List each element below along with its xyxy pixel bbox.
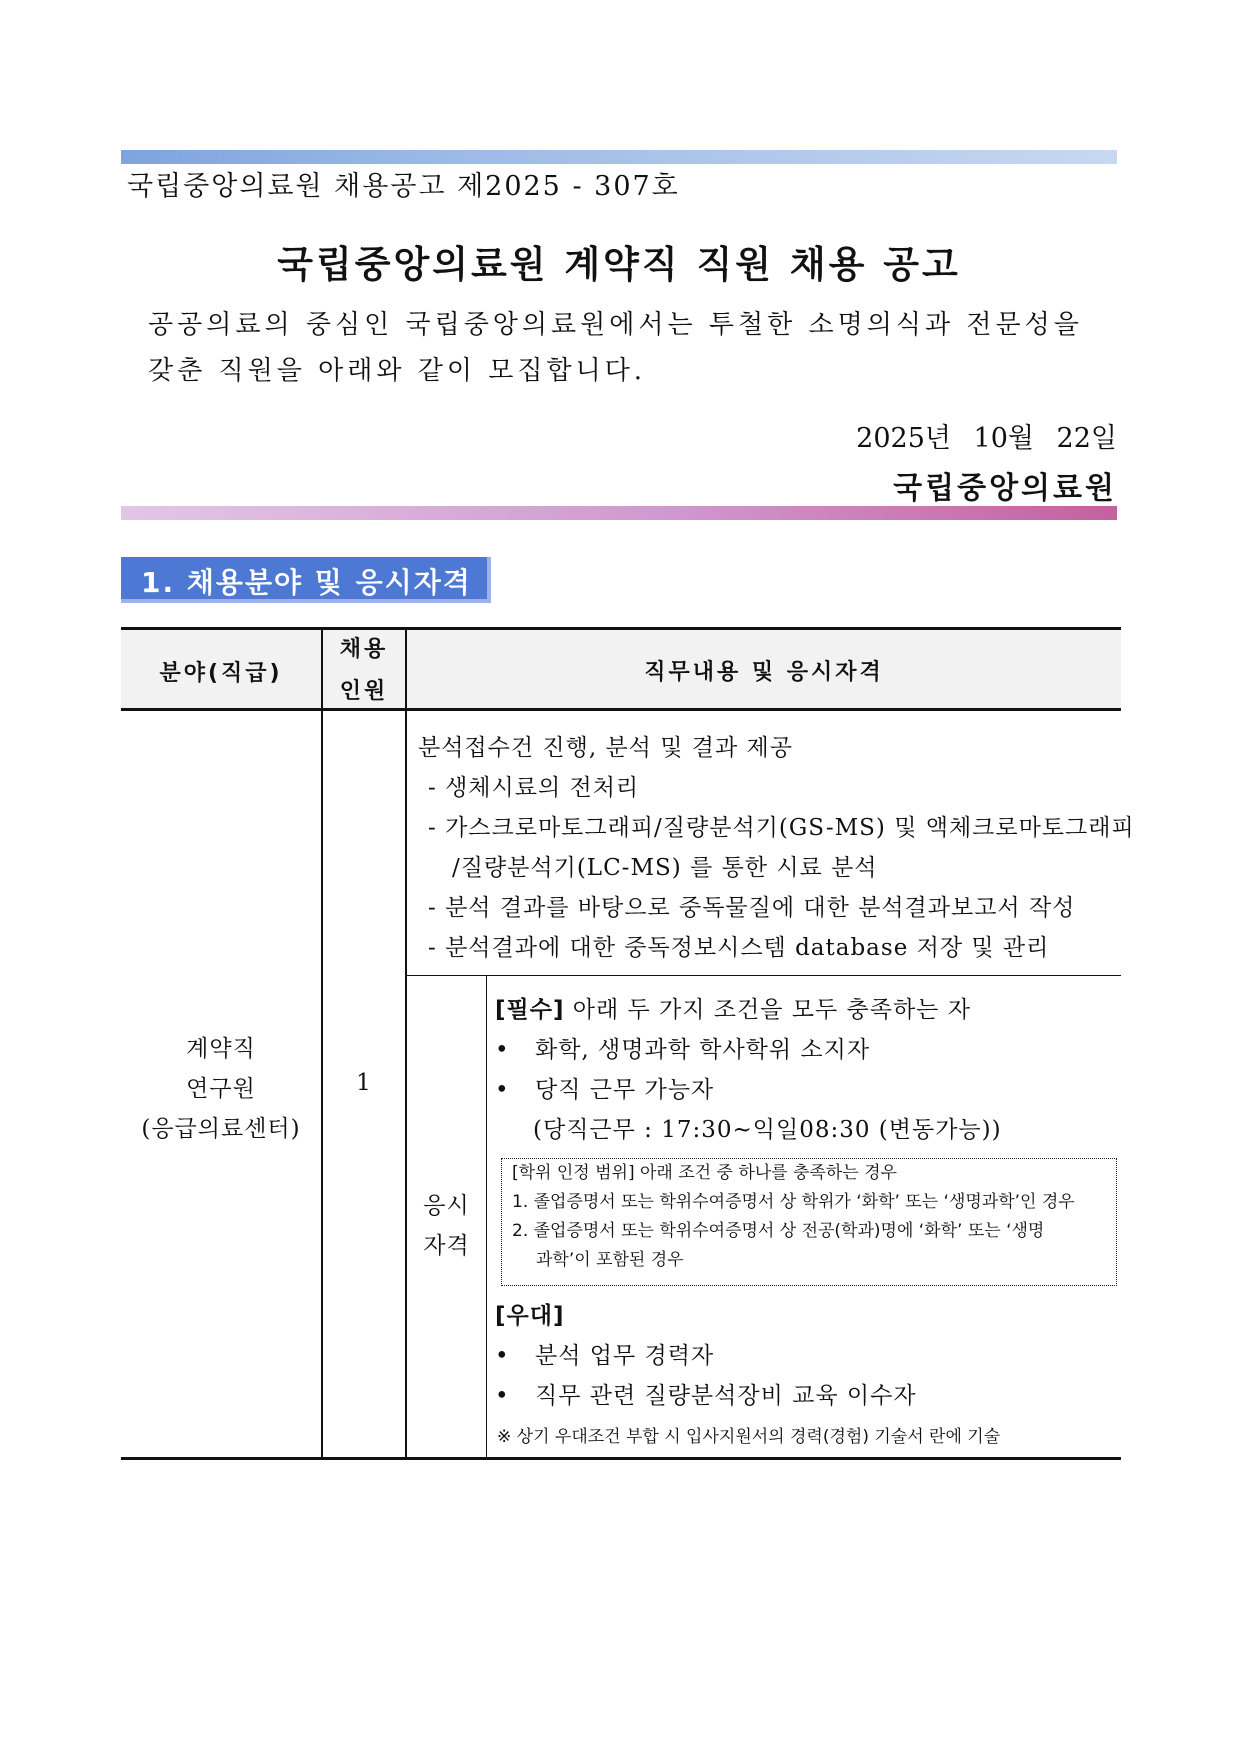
organization-name: 국립중앙의료원 — [893, 471, 1117, 506]
notice-date: 2025년 10월 22일 — [856, 423, 1117, 454]
section-heading-1 — [121, 557, 491, 603]
header-decor-bar-blue — [121, 150, 1117, 164]
header-duty: 직무내용 및 응시자격 — [644, 660, 884, 685]
section-heading-1-label: 1. 채용분야 및 응시자격 — [141, 566, 472, 599]
bullet-icon: • — [495, 1343, 510, 1369]
table-bottom-border — [121, 1457, 1121, 1460]
notice-number: 국립중앙의료원 채용공고 제2025 - 307호 — [127, 171, 680, 202]
table-col-divider-1 — [321, 629, 323, 1459]
header-count-line2: 인원 — [339, 679, 389, 704]
table-duty-divider — [406, 975, 1121, 976]
duty-item-2-line-1: - 가스크로마토그래피/질량분석기(GS-MS) 및 액체크로마토그래피 — [428, 815, 1135, 841]
field-line-1: 계약직 — [186, 1036, 256, 1062]
page-title: 국립중앙의료원 계약직 직원 채용 공고 — [277, 243, 961, 286]
preferred-item-2-text: 직무 관련 질량분석장비 교육 이수자 — [535, 1383, 917, 1409]
preferred-item-2 — [495, 1377, 917, 1410]
preferred-tag: [우대] — [495, 1303, 565, 1329]
intro-line-2: 갖춘 직원을 아래와 같이 모집합니다. — [148, 356, 647, 386]
required-item-1 — [495, 1031, 870, 1064]
bullet-icon: • — [495, 1077, 510, 1103]
qualification-label-line-2: 자격 — [423, 1233, 470, 1259]
header-decor-bar-pink — [121, 506, 1117, 520]
duty-item-2-line-2: /질량분석기(LC-MS) 를 통한 시료 분석 — [452, 855, 878, 881]
field-line-3: (응급의료센터) — [141, 1116, 301, 1142]
qualification-label-line-1: 응시 — [423, 1193, 470, 1219]
degree-note-item-1: 1. 졸업증명서 또는 학위수여증명서 상 학위가 ‘화학’ 또는 ‘생명과학’인 경우 — [512, 1192, 1075, 1212]
degree-note-item-2-line-1: 2. 졸업증명서 또는 학위수여증명서 상 전공(학과)명에 ‘화학’ 또는 ‘생명 — [512, 1221, 1045, 1241]
intro-line-1: 공공의료의 중심인 국립중앙의료원에서는 투철한 소명의식과 전문성을 — [148, 310, 1083, 340]
preferred-item-1-text: 분석 업무 경력자 — [535, 1343, 715, 1369]
intro-paragraph — [148, 302, 1108, 394]
degree-note-title: [학위 인정 범위] 아래 조건 중 하나를 충족하는 경우 — [512, 1163, 897, 1183]
duty-main: 분석접수건 진행, 분석 및 결과 제공 — [418, 735, 793, 761]
duty-item-4: - 분석결과에 대한 중독정보시스템 database 저장 및 관리 — [428, 935, 1050, 961]
bullet-icon: • — [495, 1037, 510, 1063]
required-heading — [495, 991, 971, 1024]
table-col-divider-3 — [486, 976, 487, 1459]
duty-item-1: - 생체시료의 전처리 — [428, 775, 640, 801]
duty-item-3: - 분석 결과를 바탕으로 중독물질에 대한 분석결과보고서 작성 — [428, 895, 1076, 921]
required-item-2-text: 당직 근무 가능자 — [535, 1077, 715, 1103]
degree-note-item-2-line-2: 과학’이 포함된 경우 — [536, 1250, 684, 1270]
field-line-2: 연구원 — [186, 1076, 256, 1102]
preferred-item-1 — [495, 1337, 714, 1370]
required-text: 아래 두 가지 조건을 모두 충족하는 자 — [572, 997, 971, 1023]
required-tag: [필수] — [495, 997, 565, 1023]
degree-recognition-box — [501, 1158, 1117, 1286]
header-field: 분야(직급) — [159, 661, 283, 686]
preferred-remark: ※ 상기 우대조건 부합 시 입사지원서의 경력(경험) 기술서 란에 기술 — [497, 1427, 1001, 1447]
table-top-border — [121, 627, 1121, 630]
preferred-heading — [495, 1297, 564, 1330]
table-header-divider — [121, 708, 1121, 711]
header-count-line1: 채용 — [339, 637, 389, 662]
bullet-icon: • — [495, 1383, 510, 1409]
required-item-1-text: 화학, 생명과학 학사학위 소지자 — [535, 1037, 871, 1063]
required-item-2 — [495, 1071, 714, 1104]
table-col-divider-2 — [405, 629, 407, 1459]
required-item-2-note: (당직근무 : 17:30~익일08:30 (변동가능)) — [533, 1117, 1002, 1143]
hiring-count: 1 — [356, 1070, 372, 1096]
duty-list — [418, 728, 1135, 968]
